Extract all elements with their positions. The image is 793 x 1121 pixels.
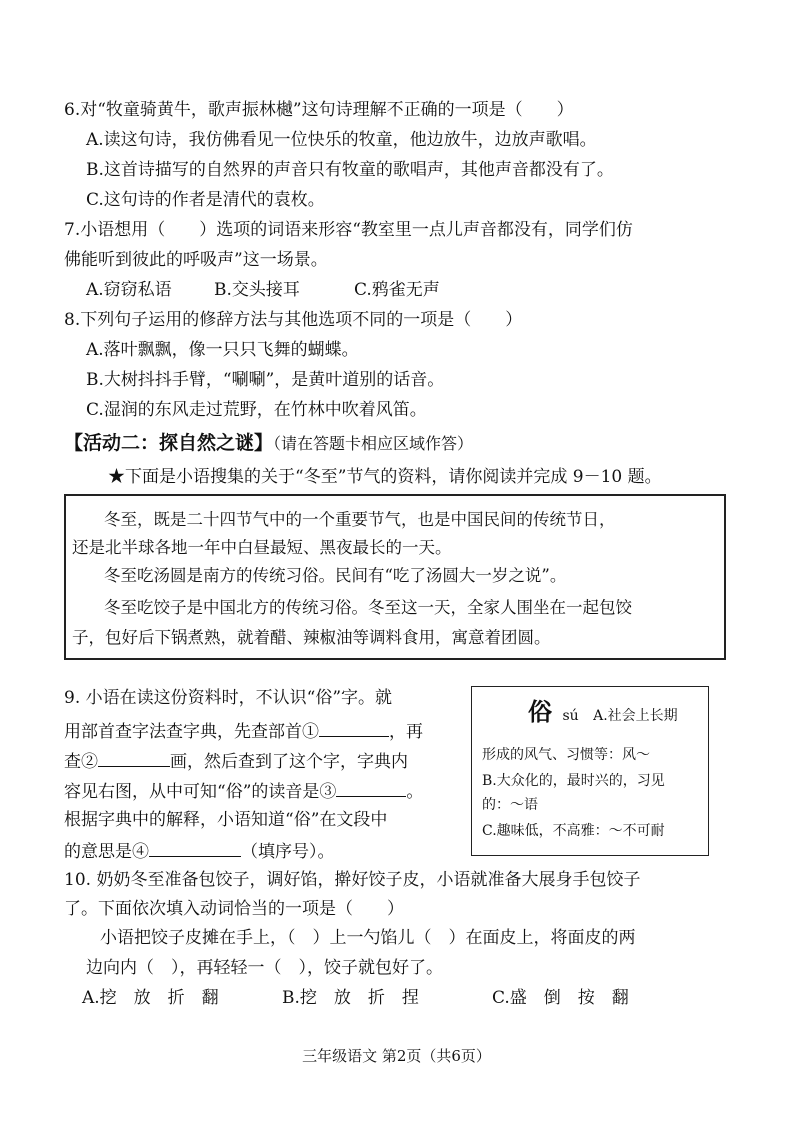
dict-headword: 俗 [528, 698, 552, 726]
q10-options [82, 986, 629, 1010]
activity-heading [64, 430, 473, 457]
q6-option-a: A.读这句诗，我仿佛看见一位快乐的牧童，他边放牛，边放声歌唱。 [86, 130, 597, 150]
q7-stem-line2: 佛能听到彼此的呼吸声”这一场景。 [64, 250, 328, 270]
q9-line2: 用部首查字法查字典，先查部首① ，再 [64, 718, 423, 744]
q6-option-b: B.这首诗描写的自然界的声音只有牧童的歌唱声，其他声音都没有了。 [86, 160, 614, 180]
q10-passage-line2: 边向内（ ），再轻轻一（ ），饺子就包好了。 [86, 958, 443, 978]
answer-blank-2[interactable] [98, 748, 170, 767]
q10-option-c: C.盛 倒 按 翻 [492, 988, 629, 1008]
answer-blank-3[interactable] [336, 778, 406, 797]
q7-stem-line1: 7.小语想用（ ）选项的词语来形容“教室里一点儿声音都没有，同学们仿 [64, 220, 633, 240]
material-p1-line1: 冬至，既是二十四节气中的一个重要节气，也是中国民间的传统节日， [104, 510, 616, 529]
material-p3-line2: 子，包好后下锅煮熟，就着醋、辣椒油等调料食用，寓意着团圆。 [72, 628, 551, 647]
dictionary-entry-box [471, 686, 709, 856]
q9-line1: 9. 小语在读这份资料时，不认识“俗”字。就 [64, 688, 393, 708]
activity-title: 【活动二：探自然之谜】 [64, 432, 274, 454]
material-p1-line2: 还是北半球各地一年中白昼最短、黑夜最长的一天。 [72, 538, 452, 557]
page-footer: 三年级语文 第2页（共6页） [302, 1047, 491, 1065]
dict-pinyin: sú [562, 708, 579, 724]
q7-options [86, 278, 440, 302]
material-p3-line1: 冬至吃饺子是中国北方的传统习俗。冬至这一天，全家人围坐在一起包饺 [104, 598, 632, 617]
dict-def-b-line1: B.大众化的，最时兴的，习见 [482, 773, 665, 789]
q8-option-a: A.落叶飘飘，像一只只飞舞的蝴蝶。 [86, 340, 359, 360]
q10-line1: 10. 奶奶冬至准备包饺子，调好馅，擀好饺子皮，小语就准备大展身手包饺子 [64, 870, 641, 890]
dict-def-b-line2: 的：～语 [482, 797, 538, 813]
material-intro: ★下面是小语搜集的关于“冬至”节气的资料，请你阅读并完成 9－10 题。 [108, 467, 662, 487]
activity-note: （请在答题卡相应区域作答） [273, 434, 474, 453]
q7-option-c: C.鸦雀无声 [354, 280, 440, 300]
dict-def-a-line2: 形成的风气、习惯等：风～ [482, 747, 650, 763]
answer-blank-4[interactable] [149, 838, 241, 857]
answer-blank-1[interactable] [319, 718, 389, 737]
q10-option-b: B.挖 放 折 捏 [282, 988, 419, 1008]
q9-line3: 查② 画，然后查到了这个字，字典内 [64, 748, 408, 774]
q10-passage-line1: 小语把饺子皮摊在手上，（ ）上一勺馅儿（ ）在面皮上，将面皮的两 [100, 928, 636, 948]
q6-option-c: C.这句诗的作者是清代的袁枚。 [86, 190, 325, 210]
q10-line2: 了。下面依次填入动词恰当的一项是（ ） [64, 899, 404, 919]
q10-option-a: A.挖 放 折 翻 [82, 988, 219, 1008]
dict-def-c: C.趣味低，不高雅：～不可耐 [482, 823, 665, 839]
q9-line5: 根据字典中的解释，小语知道“俗”在文段中 [64, 810, 388, 830]
material-p2: 冬至吃汤圆是南方的传统习俗。民间有“吃了汤圆大一岁之说”。 [104, 566, 567, 585]
dict-headword-line [528, 697, 678, 731]
q6-stem: 6.对“牧童骑黄牛，歌声振林樾”这句诗理解不正确的一项是（ ） [64, 100, 574, 120]
q8-option-b: B.大树抖抖手臂，“唰唰”，是黄叶道别的话音。 [86, 370, 445, 390]
q9-line6: 的意思是④ （填序号）。 [64, 838, 335, 864]
q7-option-b: B.交头接耳 [214, 280, 300, 300]
material-box [64, 494, 726, 660]
q9-line4: 容见右图，从中可知“俗”的读音是③ 。 [64, 778, 423, 804]
q7-option-a: A.窃窃私语 [86, 280, 172, 300]
q8-option-c: C.湿润的东风走过荒野，在竹林中吹着风笛。 [86, 400, 427, 420]
dict-def-a-line1: A.社会上长期 [593, 708, 678, 724]
q8-stem: 8.下列句子运用的修辞方法与其他选项不同的一项是（ ） [64, 310, 523, 330]
